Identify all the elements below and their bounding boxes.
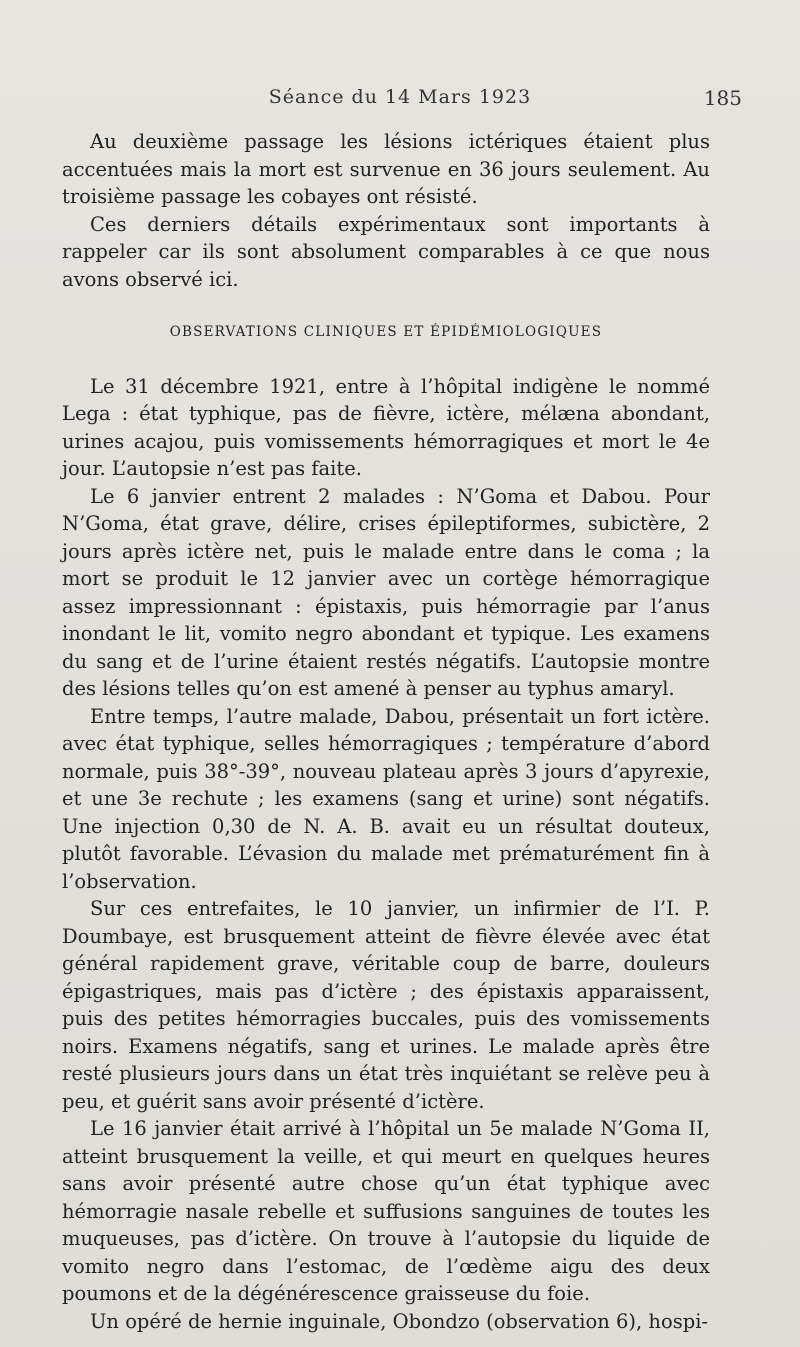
running-title: Séance du 14 Mars 1923 bbox=[268, 86, 532, 108]
body-text bbox=[62, 128, 710, 1335]
paragraph: Ces derniers détails expérimentaux sont importants à rappeler car ils sont absolument comparables à ce que nous avons observé ici. bbox=[62, 212, 710, 291]
paragraph: Au deuxième passage les lésions ictériques étaient plus accentuées mais la mort est survenue en 36 jours seulement. Au troisième passage les cobayes ont résisté. bbox=[62, 130, 710, 208]
paragraph: Un opéré de hernie inguinale, Obondzo (observation 6), hospi- bbox=[90, 1309, 709, 1333]
paragraph: Sur ces entrefaites, le 10 janvier, un infirmier de l’I. P. Doumbaye, est brusquement atteint de fièvre élevée avec état général rapidement grave, véritable coup de barre, douleurs épigastriques, mais pas d’ictère ; des épistaxis apparaissent, puis des petites hémorragies buccales, puis des vomissements noirs. Examens négatifs, sang et urines. Le malade après être resté plusieurs jours dans un état très inquiétant se relève peu à peu, et guérit sans avoir présenté d’ictère. bbox=[62, 897, 710, 1113]
paragraph: Le 16 janvier était arrivé à l’hôpital un 5e malade N’Goma II, atteint brusquement la veille, et qui meurt en quelques heures sans avoir présenté autre chose qu’un état typhique avec hémorragie nasale rebelle et suffusions sanguines de toutes les muqueuses, pas d’ictère. On trouve à l’autopsie du liquide de vomito negro dans l’estomac, de l’œdème aigu des deux poumons et de la dégénérescence graisseuse du foie. bbox=[62, 1117, 710, 1305]
paragraph: Le 31 décembre 1921, entre à l’hôpital indigène le nommé Lega : état typhique, pas de fièvre, ictère, mélæna abondant, urines acajou, puis vomissements hémorragiques et mort le 4e jour. L’autopsie n’est pas faite. bbox=[62, 374, 710, 480]
paragraph: Le 6 janvier entrent 2 malades : N’Goma et Dabou. Pour N’Goma, état grave, délire, crises épileptiformes, subictère, 2 jours après ictère net, puis le malade entre dans le coma ; la mort se produit le 12 janvier avec un cortège hémorragique assez impressionnant : épistaxis, puis hémorragie par l’anus inondant le lit, vomito negro abondant et typique. Les examens du sang et de l’urine étaient restés négatifs. L’autopsie montre des lésions telles qu’on est amené à penser au typhus amaryl. bbox=[62, 484, 710, 700]
paragraph: Entre temps, l’autre malade, Dabou, présentait un fort ictère. avec état typhique, selles hémorragiques ; température d’abord normale, puis 38°-39°, nouveau plateau après 3 jours d’apyrexie, et une 3e rechute ; les examens (sang et urine) sont négatifs. Une injection 0,30 de N. A. B. avait eu un résultat douteux, plutôt favorable. L’évasion du malade met prématurément fin à l’observation. bbox=[62, 704, 710, 893]
page-header bbox=[60, 86, 740, 116]
section-heading: OBSERVATIONS CLINIQUES ET ÉPIDÉMIOLOGIQUES bbox=[169, 324, 603, 340]
page-number: 185 bbox=[703, 86, 742, 110]
